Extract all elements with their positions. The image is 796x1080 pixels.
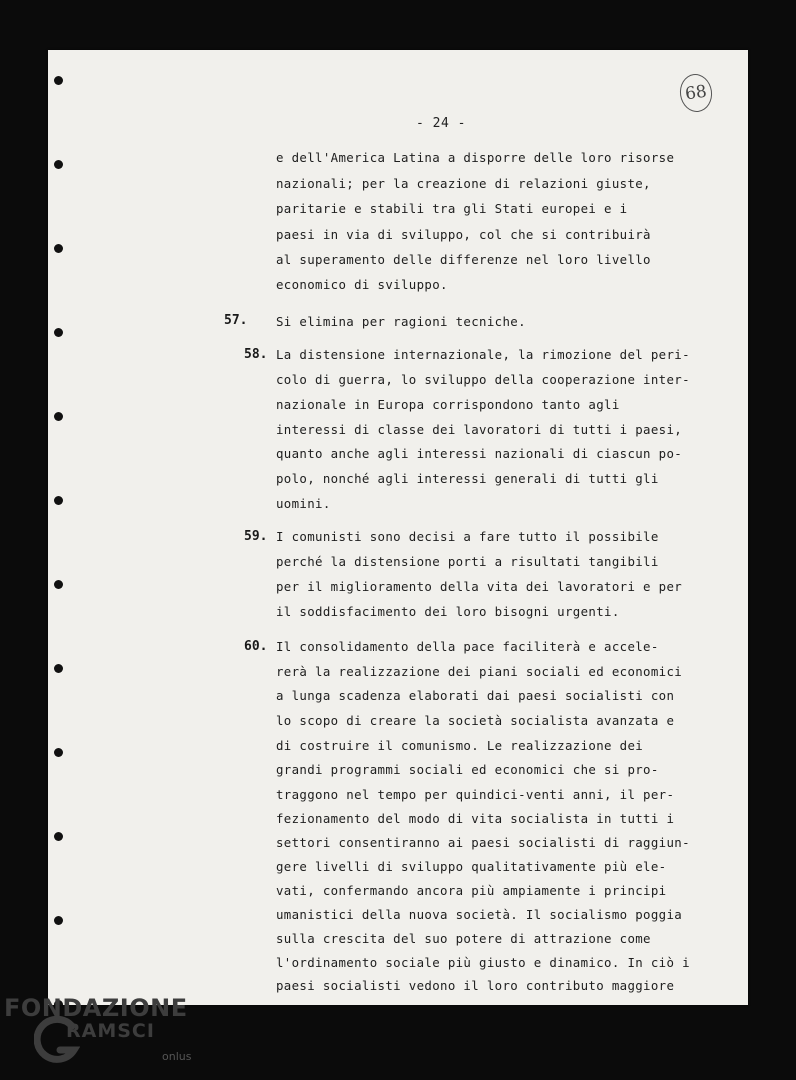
punch-hole <box>54 328 63 337</box>
punch-hole <box>54 160 63 169</box>
watermark-logo <box>4 994 204 1074</box>
punch-hole <box>54 832 63 841</box>
watermark-suffix: onlus <box>162 1050 192 1063</box>
text-line: quanto anche agli interessi nazionali di ciascun po- <box>276 446 683 461</box>
text-line: settori consentiranno ai paesi socialisti di raggiun- <box>276 835 690 850</box>
text-line: nazionali; per la creazione di relazioni giuste, <box>276 176 651 191</box>
text-line: traggono nel tempo per quindici-venti anni, il per- <box>276 787 675 802</box>
punch-hole <box>54 916 63 925</box>
text-line: il soddisfacimento dei loro bisogni urgenti. <box>276 604 620 619</box>
paragraph-number: 59. <box>244 529 268 544</box>
text-line: sulla crescita del suo potere di attrazione come <box>276 931 651 946</box>
punch-hole <box>54 580 63 589</box>
text-line: per il miglioramento della vita dei lavoratori e per <box>276 579 683 594</box>
folio-mark: 68 <box>678 72 715 114</box>
document-page <box>48 50 748 1005</box>
text-line: interessi di classe dei lavoratori di tutti i paesi, <box>276 422 683 437</box>
text-line: di costruire il comunismo. Le realizzazione dei <box>276 738 644 753</box>
text-line: paesi in via di sviluppo, col che si contribuirà <box>276 227 651 242</box>
watermark-line1: FONDAZIONE <box>4 994 188 1022</box>
paragraph-number: 57. <box>224 313 248 328</box>
text-line: e dell'America Latina a disporre delle loro risorse <box>276 150 675 165</box>
page-number: - 24 - <box>416 116 466 131</box>
text-line: gere livelli di sviluppo qualitativamente più ele- <box>276 859 667 874</box>
text-line: economico di sviluppo. <box>276 277 448 292</box>
text-line: al superamento delle differenze nel loro livello <box>276 252 651 267</box>
punch-hole <box>54 748 63 757</box>
text-line: colo di guerra, lo sviluppo della cooperazione inter- <box>276 372 690 387</box>
text-line: Il consolidamento della pace faciliterà e accele- <box>276 639 659 654</box>
text-line: perché la distensione porti a risultati tangibili <box>276 554 659 569</box>
text-line: rerà la realizzazione dei piani sociali ed economici <box>276 664 683 679</box>
paragraph-number: 60. <box>244 639 268 654</box>
text-line: umanistici della nuova società. Il socialismo poggia <box>276 907 683 922</box>
text-line: polo, nonché agli interessi generali di tutti gli <box>276 471 659 486</box>
text-line: I comunisti sono decisi a fare tutto il possibile <box>276 529 659 544</box>
punch-hole <box>54 412 63 421</box>
punch-hole <box>54 244 63 253</box>
text-line: paesi socialisti vedono il loro contributo maggiore <box>276 978 675 993</box>
punch-hole <box>54 664 63 673</box>
text-line: uomini. <box>276 496 331 511</box>
text-line: paritarie e stabili tra gli Stati europei e i <box>276 201 628 216</box>
watermark-line2: RAMSCI <box>66 1020 155 1042</box>
paragraph-number: 58. <box>244 347 268 362</box>
text-line: fezionamento del modo di vita socialista in tutti i <box>276 811 675 826</box>
text-line: l'ordinamento sociale più giusto e dinamico. In ciò i <box>276 955 690 970</box>
text-line: La distensione internazionale, la rimozione del peri- <box>276 347 690 362</box>
text-line: nazionale in Europa corrispondono tanto agli <box>276 397 620 412</box>
punch-hole <box>54 76 63 85</box>
punch-hole <box>54 496 63 505</box>
text-line: Si elimina per ragioni tecniche. <box>276 314 526 329</box>
text-line: vati, confermando ancora più ampiamente i principi <box>276 883 667 898</box>
text-line: grandi programmi sociali ed economici che si pro- <box>276 762 659 777</box>
text-line: lo scopo di creare la società socialista avanzata e <box>276 713 675 728</box>
text-line: a lunga scadenza elaborati dai paesi socialisti con <box>276 688 675 703</box>
